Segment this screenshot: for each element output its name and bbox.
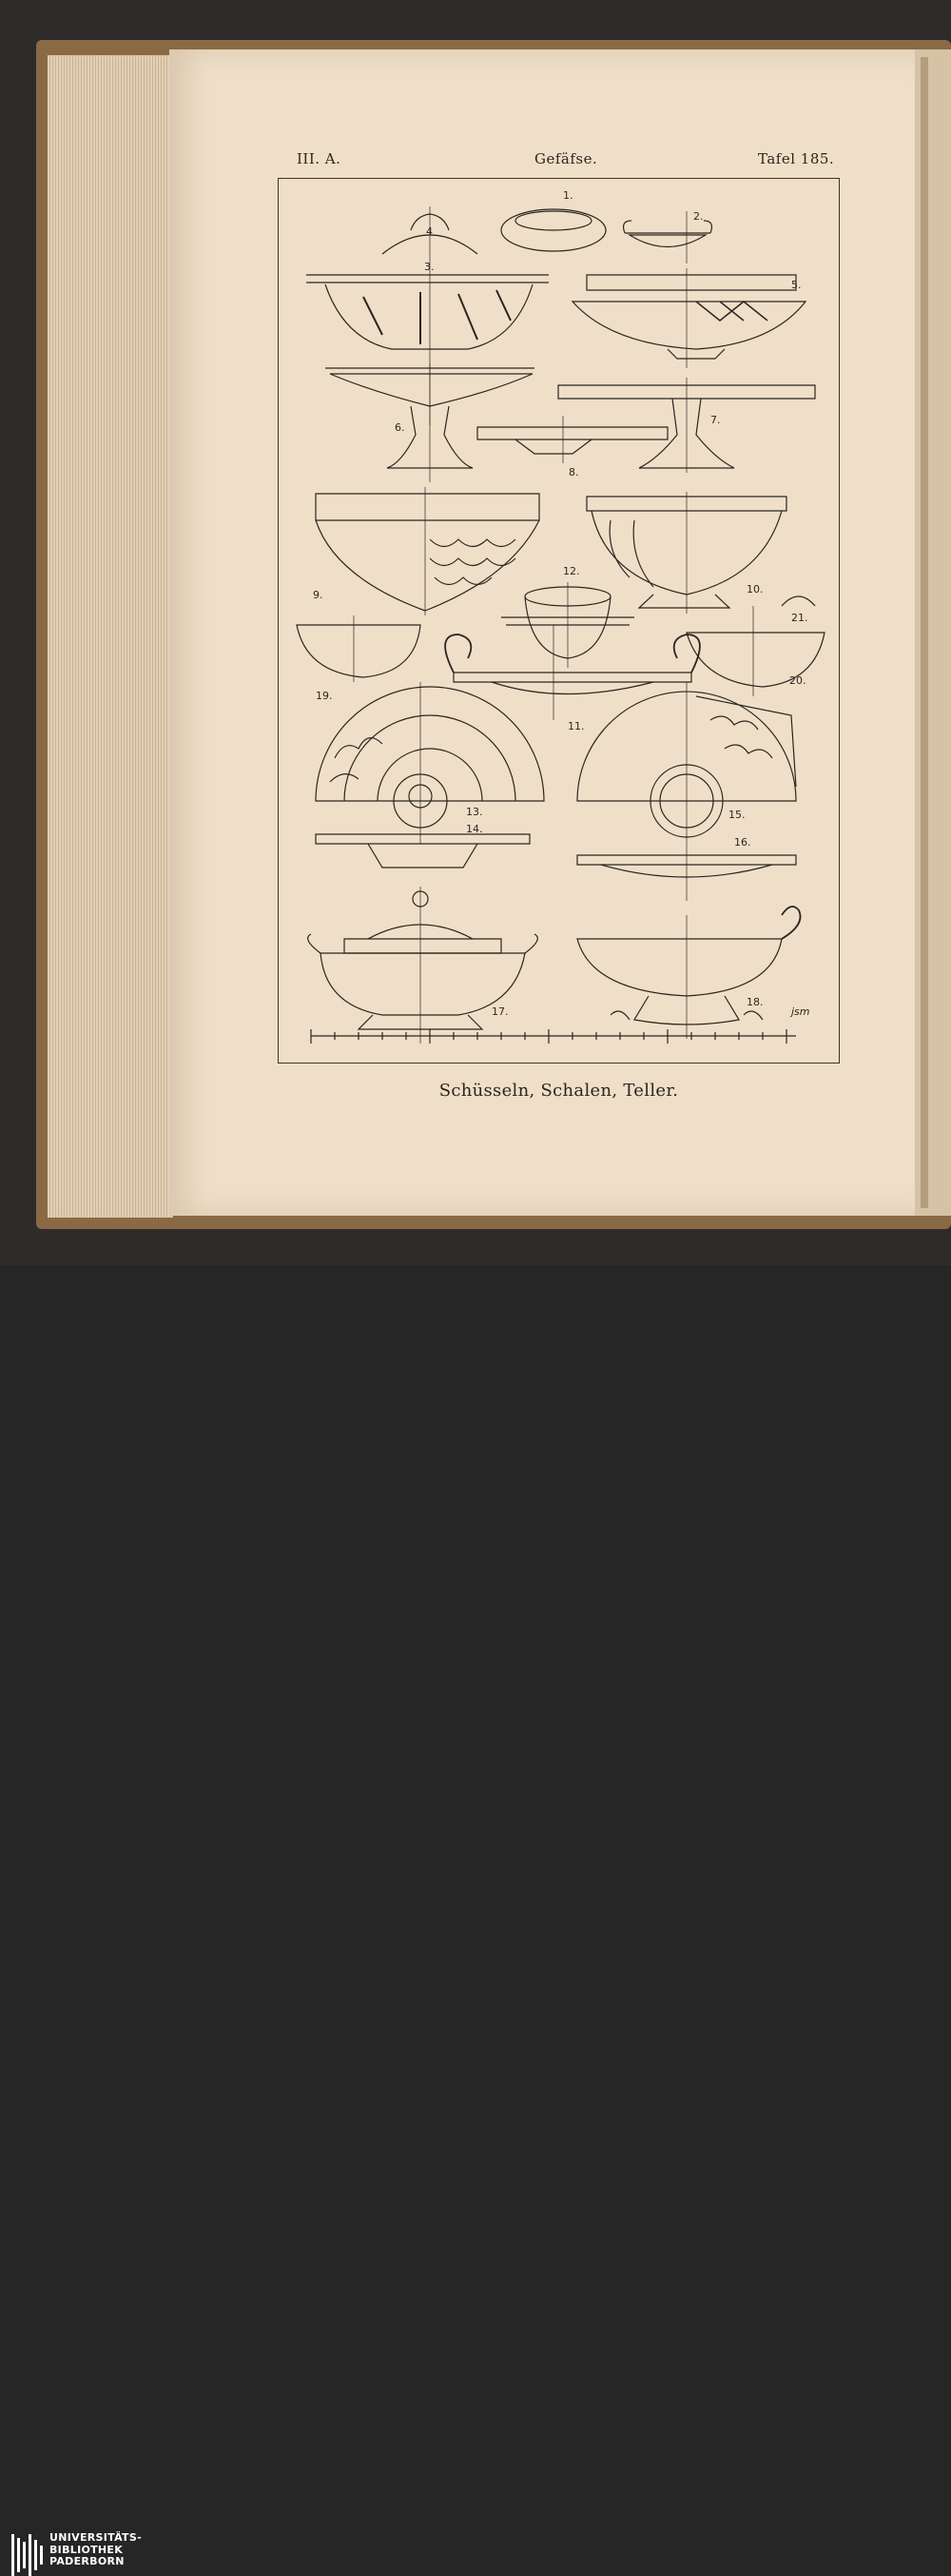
- header-plate-number: Tafel 185.: [758, 150, 835, 167]
- fig-label-21: 21.: [791, 612, 808, 624]
- fig-label-4: 4: [426, 225, 433, 238]
- library-logo-icon: [11, 2534, 44, 2576]
- header-title: Gefäfse.: [534, 150, 598, 167]
- fig-label-19: 19.: [316, 690, 333, 702]
- fig3-bowl-rim: [306, 275, 549, 283]
- fig18-bowl: [577, 939, 782, 996]
- fig-label-1: 1.: [563, 189, 573, 202]
- fig-label-14: 14.: [466, 823, 483, 835]
- fig5-bowl: [573, 302, 805, 349]
- fig-label-7: 7.: [710, 414, 721, 426]
- fig-label-6: 6.: [395, 421, 405, 434]
- fig21-lid: [782, 596, 815, 606]
- artist-signature: jsm: [791, 1005, 810, 1018]
- fig14-plate: [316, 834, 530, 844]
- plate-illustration: [278, 178, 840, 1064]
- fig-label-16: 16.: [734, 836, 751, 849]
- fig-label-12: 12.: [563, 565, 580, 577]
- fig-label-9: 9.: [313, 589, 323, 601]
- fig19-bowl: [297, 625, 420, 677]
- fig9-bowl-rim: [316, 494, 539, 520]
- fig13-plate: [316, 687, 544, 801]
- library-name-line3: PADERBORN: [49, 2555, 125, 2567]
- page-edges: [48, 55, 173, 1218]
- library-name-line2: BIBLIOTHEK: [49, 2543, 124, 2556]
- fig8-dish: [477, 427, 668, 439]
- fig-label-2: 2.: [693, 210, 704, 223]
- library-name-line1: UNIVERSITÄTS-: [49, 2531, 142, 2544]
- fig-label-17: 17.: [492, 1005, 509, 1018]
- fig3-bowl: [325, 284, 533, 349]
- book-scan: [0, 0, 951, 1265]
- fig-label-3: 3.: [424, 261, 435, 273]
- fig-label-8: 8.: [569, 466, 579, 478]
- fig-label-13: 13.: [466, 806, 483, 818]
- fig5-bowl-rim: [587, 275, 796, 290]
- library-footer: [0, 1265, 951, 2567]
- fig2-bowl: [630, 235, 706, 247]
- fig-label-5: 5.: [791, 279, 802, 291]
- fig-label-15: 15.: [728, 809, 746, 821]
- fig-label-18: 18.: [747, 996, 764, 1008]
- fig-label-20: 20.: [789, 674, 806, 687]
- fig-label-11: 11.: [568, 720, 585, 732]
- gutter-shadow: [921, 57, 928, 1208]
- library-name: [49, 2532, 142, 2568]
- fig9-bowl: [316, 520, 539, 611]
- header-section: III. A.: [297, 150, 341, 167]
- fig-label-10: 10.: [747, 583, 764, 595]
- plate-caption: Schüsseln, Schalen, Teller.: [438, 1081, 679, 1101]
- fig11-dish: [454, 673, 691, 682]
